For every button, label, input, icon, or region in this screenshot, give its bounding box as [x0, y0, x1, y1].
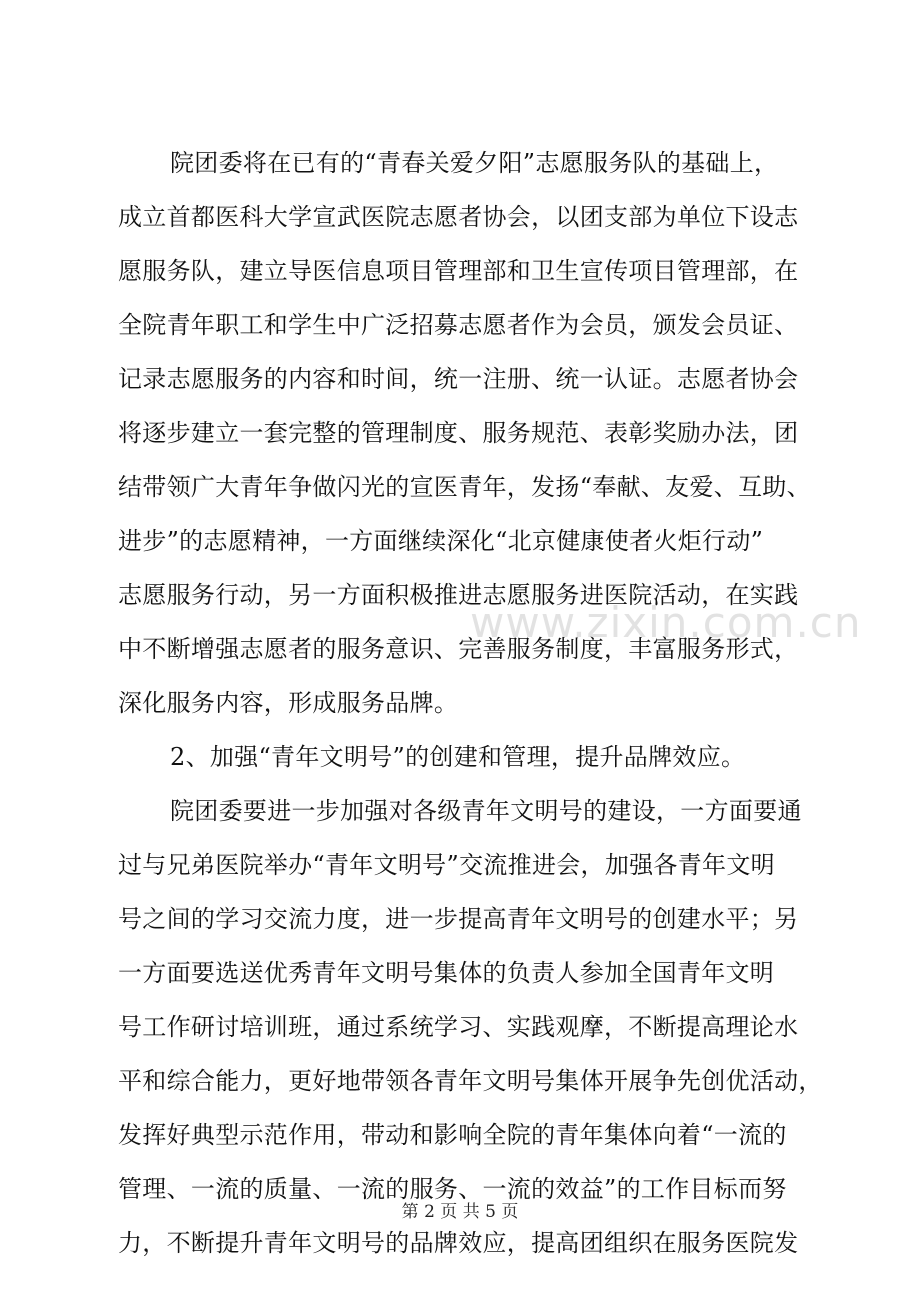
paragraph-line: 力，不断提升青年文明号的品牌效应，提高团组织在服务医院发: [118, 1229, 799, 1257]
paragraph-line: 成立首都医科大学宣武医院志愿者协会，以团支部为单位下设志: [118, 203, 799, 231]
paragraph-line: 深化服务内容，形成服务品牌。: [118, 689, 459, 717]
paragraph-line: 志愿服务行动，另一方面积极推进志愿服务进医院活动，在实践: [118, 581, 799, 609]
page-footer: 第 2 页 共 5 页: [401, 1202, 519, 1222]
document-body: [118, 136, 823, 1270]
paragraph-line: 平和综合能力，更好地带领各青年文明号集体开展争先创优活动，: [118, 1067, 823, 1095]
paragraph-line: 号工作研讨培训班，通过系统学习、实践观摩，不断提高理论水: [118, 1013, 799, 1041]
paragraph-line: 记录志愿服务的内容和时间，统一注册、统一认证。志愿者协会: [118, 365, 799, 393]
watermark: www.zixin.com.cn: [470, 598, 862, 647]
paragraph-line: 全院青年职工和学生中广泛招募志愿者作为会员，颁发会员证、: [118, 311, 799, 339]
paragraph-line: 院团委要进一步加强对各级青年文明号的建设，一方面要通: [170, 797, 802, 825]
paragraph-line: 一方面要选送优秀青年文明号集体的负责人参加全国青年文明: [118, 959, 775, 987]
paragraph-line: 中不断增强志愿者的服务意识、完善服务制度，丰富服务形式，: [118, 635, 799, 663]
paragraph-line: 院团委将在已有的“青春关爱夕阳”志愿服务队的基础上，: [170, 149, 779, 177]
paragraph-line: 过与兄弟医院举办“青年文明号”交流推进会，加强各青年文明: [118, 851, 775, 879]
paragraph-line: 管理、一流的质量、一流的服务、一流的效益”的工作目标而努: [118, 1175, 787, 1203]
paragraph-line: 号之间的学习交流力度，进一步提高青年文明号的创建水平；另: [118, 905, 799, 933]
paragraph-line: 愿服务队，建立导医信息项目管理部和卫生宣传项目管理部，在: [118, 257, 799, 285]
section-heading: 2、加强“青年文明号”的创建和管理，提升品牌效应。: [170, 743, 746, 771]
paragraph-line: 将逐步建立一套完整的管理制度、服务规范、表彰奖励办法，团: [118, 419, 799, 447]
paragraph-line: 结带领广大青年争做闪光的宣医青年，发扬“奉献、友爱、互助、: [118, 473, 811, 501]
paragraph-line: 进步”的志愿精神，一方面继续深化“北京健康使者火炬行动”: [118, 527, 764, 555]
paragraph-line: 发挥好典型示范作用，带动和影响全院的青年集体向着“一流的: [118, 1121, 787, 1149]
